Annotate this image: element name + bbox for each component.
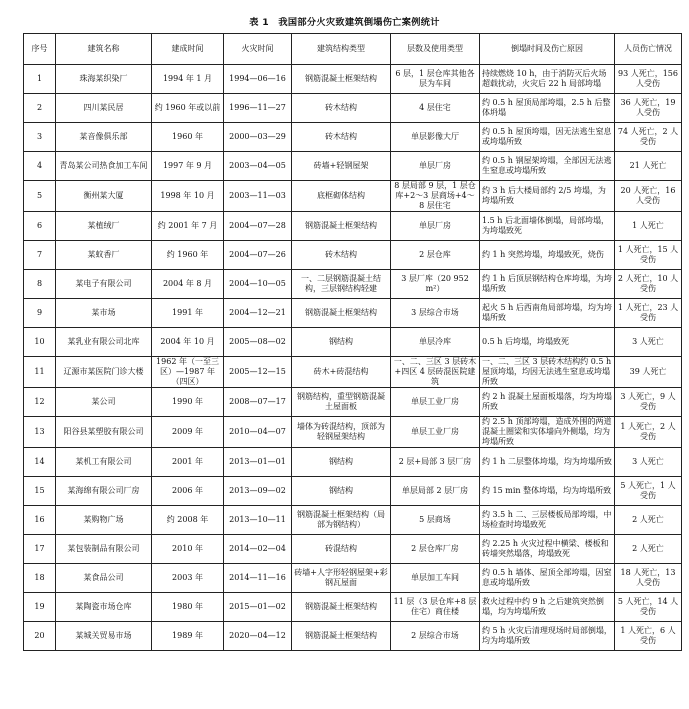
table-cell: 2010 年 bbox=[152, 535, 224, 564]
table-cell: 某食品公司 bbox=[56, 564, 152, 593]
table-cell: 砖木结构 bbox=[292, 123, 391, 152]
table-row bbox=[24, 328, 682, 357]
table-cell: 钢筋混凝土框架结构 bbox=[292, 593, 391, 622]
table-cell: 2 层综合市场 bbox=[391, 622, 480, 651]
table-cell: 墙体为砖混结构，顶部为轻钢屋架结构 bbox=[292, 417, 391, 448]
table-cell: 衡州某大厦 bbox=[56, 181, 152, 212]
table-cell: 4 bbox=[24, 152, 56, 181]
table-cell: 36 人死亡，19 人受伤 bbox=[615, 94, 682, 123]
table-cell: 1980 年 bbox=[152, 593, 224, 622]
table-cell: 39 人死亡 bbox=[615, 357, 682, 388]
column-header: 建成时间 bbox=[152, 34, 224, 65]
table-cell: 2003—11—03 bbox=[224, 181, 292, 212]
table-cell: 四川某民居 bbox=[56, 94, 152, 123]
table-cell: 2014—02—04 bbox=[224, 535, 292, 564]
table-cell: 2004—07—26 bbox=[224, 241, 292, 270]
table-cell: 单层冷库 bbox=[391, 328, 480, 357]
table-cell: 某城关贸易市场 bbox=[56, 622, 152, 651]
table-cell: 2 层仓库厂房 bbox=[391, 535, 480, 564]
table-cell: 救火过程中约 9 h 之后建筑突然倒塌，均为垮塌所致 bbox=[480, 593, 615, 622]
table-cell: 1990 年 bbox=[152, 388, 224, 417]
table-cell: 2000—03—29 bbox=[224, 123, 292, 152]
table-cell: 1 bbox=[24, 65, 56, 94]
table-cell: 9 bbox=[24, 299, 56, 328]
table-row bbox=[24, 212, 682, 241]
table-cell: 约 15 min 整体垮塌，均为垮塌所致 bbox=[480, 477, 615, 506]
table-cell: 约 1 h 突然垮塌，垮塌致死，烧伤 bbox=[480, 241, 615, 270]
table-cell: 1 人死亡，2 人受伤 bbox=[615, 417, 682, 448]
table-row bbox=[24, 152, 682, 181]
table-cell: 约 5 h 火灾后清理现场时局部倒塌，均为垮塌所致 bbox=[480, 622, 615, 651]
table-cell: 起火 5 h 后西南角局部垮塌，均为垮塌所致 bbox=[480, 299, 615, 328]
table-cell: 5 bbox=[24, 181, 56, 212]
table-cell: 1994 年 1 月 bbox=[152, 65, 224, 94]
table-cell: 2008—07—17 bbox=[224, 388, 292, 417]
table-cell: 单层厂房 bbox=[391, 152, 480, 181]
table-body bbox=[24, 65, 682, 651]
table-cell: 7 bbox=[24, 241, 56, 270]
table-cell: 砖墙+人字形轻钢屋架+彩钢瓦屋面 bbox=[292, 564, 391, 593]
table-cell: 2013—10—11 bbox=[224, 506, 292, 535]
table-cell: 约 0.5 h 墙体、屋顶全部垮塌，因窒息或垮塌所致 bbox=[480, 564, 615, 593]
table-cell: 1991 年 bbox=[152, 299, 224, 328]
table-cell: 1 人死亡，23 人受伤 bbox=[615, 299, 682, 328]
table-cell: 11 层（3 层仓库+8 层住宅）商住楼 bbox=[391, 593, 480, 622]
table-cell: 单层加工车间 bbox=[391, 564, 480, 593]
table-cell: 某市场 bbox=[56, 299, 152, 328]
table-cell: 2020—04—12 bbox=[224, 622, 292, 651]
table-cell: 2 人死亡 bbox=[615, 506, 682, 535]
table-cell: 11 bbox=[24, 357, 56, 388]
table-cell: 钢筋混凝土框架结构 bbox=[292, 299, 391, 328]
table-cell: 钢结构 bbox=[292, 477, 391, 506]
table-cell: 钢结构 bbox=[292, 328, 391, 357]
table-cell: 1 人死亡 bbox=[615, 212, 682, 241]
table-cell: 一、二、三区 3 层砖木+四区 4 层砖混医院建筑 bbox=[391, 357, 480, 388]
table-cell: 5 人死亡，1 人受伤 bbox=[615, 477, 682, 506]
table-row bbox=[24, 181, 682, 212]
table-cell: 4 层住宅 bbox=[391, 94, 480, 123]
table-cell: 12 bbox=[24, 388, 56, 417]
table-cell: 2004—07—28 bbox=[224, 212, 292, 241]
table-cell: 19 bbox=[24, 593, 56, 622]
table-cell: 2 bbox=[24, 94, 56, 123]
table-cell: 2 人死亡 bbox=[615, 535, 682, 564]
table-cell: 17 bbox=[24, 535, 56, 564]
table-row bbox=[24, 506, 682, 535]
column-header: 火灾时间 bbox=[224, 34, 292, 65]
table-cell: 钢筋混凝土框架结构（局部为钢结构） bbox=[292, 506, 391, 535]
table-cell: 2009 年 bbox=[152, 417, 224, 448]
table-cell: 约 1960 年或以前 bbox=[152, 94, 224, 123]
table-cell: 约 0.5 h 屋顶局部垮塌，2.5 h 后整体坍塌 bbox=[480, 94, 615, 123]
table-cell: 2 层仓库 bbox=[391, 241, 480, 270]
table-cell: 6 bbox=[24, 212, 56, 241]
table-cell: 约 1960 年 bbox=[152, 241, 224, 270]
table-cell: 约 0.5 h 钢屋架垮塌，全部因无法逃生窒息或垮塌所致 bbox=[480, 152, 615, 181]
column-header: 层数及使用类型 bbox=[391, 34, 480, 65]
table-cell: 1 人死亡，6 人受伤 bbox=[615, 622, 682, 651]
table-cell: 底框砌体结构 bbox=[292, 181, 391, 212]
table-cell: 2003 年 bbox=[152, 564, 224, 593]
table-row bbox=[24, 622, 682, 651]
table-cell: 5 层商场 bbox=[391, 506, 480, 535]
table-cell: 一、二层钢筋混凝土结构，三层钢结构轻建 bbox=[292, 270, 391, 299]
table-cell: 2003—04—05 bbox=[224, 152, 292, 181]
table-row bbox=[24, 299, 682, 328]
table-cell: 2 层+局部 3 层厂房 bbox=[391, 448, 480, 477]
table-cell: 某机工有限公司 bbox=[56, 448, 152, 477]
table-row bbox=[24, 388, 682, 417]
table-cell: 3 层综合市场 bbox=[391, 299, 480, 328]
casualty-table bbox=[23, 33, 682, 651]
table-cell: 一、二、三区 3 层砖木结构约 0.5 h 屋顶垮塌，均因无法逃生窒息或垮塌所致 bbox=[480, 357, 615, 388]
table-cell: 2004—10—05 bbox=[224, 270, 292, 299]
table-cell: 1962 年（一至三区）—1987 年（四区） bbox=[152, 357, 224, 388]
table-cell: 辽源市某医院门诊大楼 bbox=[56, 357, 152, 388]
table-cell: 0.5 h 后垮塌，垮塌致死 bbox=[480, 328, 615, 357]
table-cell: 2015—01—02 bbox=[224, 593, 292, 622]
table-header-row bbox=[24, 34, 682, 65]
table-cell: 持续燃烧 10 h，由于消防灭后火场超载扰动，火灾后 22 h 局部垮塌 bbox=[480, 65, 615, 94]
table-cell: 1989 年 bbox=[152, 622, 224, 651]
table-cell: 3 人死亡，9 人受伤 bbox=[615, 388, 682, 417]
table-cell: 2 人死亡，10 人受伤 bbox=[615, 270, 682, 299]
table-cell: 14 bbox=[24, 448, 56, 477]
table-cell: 2004—12—21 bbox=[224, 299, 292, 328]
table-cell: 3 bbox=[24, 123, 56, 152]
table-cell: 74 人死亡，2 人受伤 bbox=[615, 123, 682, 152]
table-row bbox=[24, 448, 682, 477]
table-cell: 2006 年 bbox=[152, 477, 224, 506]
table-cell: 2004 年 8 月 bbox=[152, 270, 224, 299]
table-cell: 砖木结构 bbox=[292, 241, 391, 270]
table-cell: 8 bbox=[24, 270, 56, 299]
table-cell: 1994—06—16 bbox=[224, 65, 292, 94]
table-cell: 钢筋混凝土框架结构 bbox=[292, 212, 391, 241]
table-cell: 1998 年 10 月 bbox=[152, 181, 224, 212]
table-cell: 砖墙+轻钢屋架 bbox=[292, 152, 391, 181]
table-cell: 约 1 h 后顶层钢结构仓库垮塌，为垮塌所致 bbox=[480, 270, 615, 299]
table-cell: 钢筋混凝土框架结构 bbox=[292, 65, 391, 94]
table-cell: 2013—01—01 bbox=[224, 448, 292, 477]
table-cell: 某电子有限公司 bbox=[56, 270, 152, 299]
table-cell: 18 bbox=[24, 564, 56, 593]
table-cell: 约 2.5 h 顶部垮塌，造成外围的两道混凝土圈梁和实体墙向外侧塌，均为垮塌所致 bbox=[480, 417, 615, 448]
table-cell: 某植绒厂 bbox=[56, 212, 152, 241]
table-cell: 约 1 h 二层整体垮塌，均为垮塌所致 bbox=[480, 448, 615, 477]
table-cell: 1960 年 bbox=[152, 123, 224, 152]
table-cell: 3 人死亡 bbox=[615, 328, 682, 357]
table-cell: 2014—11—16 bbox=[224, 564, 292, 593]
table-cell: 16 bbox=[24, 506, 56, 535]
table-cell: 单层工业厂房 bbox=[391, 417, 480, 448]
table-cell: 5 人死亡，14 人受伤 bbox=[615, 593, 682, 622]
table-row bbox=[24, 241, 682, 270]
table-cell: 某购物广场 bbox=[56, 506, 152, 535]
table-cell: 1.5 h 后北面墙体倒塌，局部垮塌，为垮塌致死 bbox=[480, 212, 615, 241]
table-cell: 单层厂房 bbox=[391, 212, 480, 241]
table-row bbox=[24, 417, 682, 448]
table-cell: 18 人死亡，13 人受伤 bbox=[615, 564, 682, 593]
table-row bbox=[24, 357, 682, 388]
table-cell: 1997 年 9 月 bbox=[152, 152, 224, 181]
table-cell: 93 人死亡，156 人受伤 bbox=[615, 65, 682, 94]
table-row bbox=[24, 270, 682, 299]
table-cell: 某蚊香厂 bbox=[56, 241, 152, 270]
table-cell: 某公司 bbox=[56, 388, 152, 417]
column-header: 人员伤亡情况 bbox=[615, 34, 682, 65]
table-cell: 单层局部 2 层厂房 bbox=[391, 477, 480, 506]
table-cell: 20 bbox=[24, 622, 56, 651]
table-cell: 单层工业厂房 bbox=[391, 388, 480, 417]
table-cell: 某海绵有限公司厂房 bbox=[56, 477, 152, 506]
table-cell: 15 bbox=[24, 477, 56, 506]
table-cell: 6 层，1 层仓库其他各层为车间 bbox=[391, 65, 480, 94]
column-header: 倒塌时间及伤亡原因 bbox=[480, 34, 615, 65]
table-cell: 约 0.5 h 屋顶垮塌，因无法逃生窒息或垮塌所致 bbox=[480, 123, 615, 152]
column-header: 序号 bbox=[24, 34, 56, 65]
table-cell: 砖混结构 bbox=[292, 535, 391, 564]
table-cell: 砖木+砖混结构 bbox=[292, 357, 391, 388]
table-cell: 8 层局部 9 层，1 层仓库+2～3 层商场+4～8 层住宅 bbox=[391, 181, 480, 212]
table-cell: 2010—04—07 bbox=[224, 417, 292, 448]
table-cell: 1996—11—27 bbox=[224, 94, 292, 123]
table-cell: 21 人死亡 bbox=[615, 152, 682, 181]
table-cell: 2004 年 10 月 bbox=[152, 328, 224, 357]
table-cell: 约 2001 年 7 月 bbox=[152, 212, 224, 241]
table-cell: 2013—09—02 bbox=[224, 477, 292, 506]
table-cell: 约 2008 年 bbox=[152, 506, 224, 535]
table-row bbox=[24, 123, 682, 152]
table-caption: 表 1 我国部分火灾致建筑倒塌伤亡案例统计 bbox=[249, 17, 440, 28]
table-cell: 某包装制品有限公司 bbox=[56, 535, 152, 564]
table-cell: 某陶瓷市场仓库 bbox=[56, 593, 152, 622]
table-cell: 钢结构 bbox=[292, 448, 391, 477]
table-cell: 珠海某织染厂 bbox=[56, 65, 152, 94]
table-cell: 约 3.5 h 二、三层楼板局部垮塌，中场检查时垮塌致死 bbox=[480, 506, 615, 535]
table-row bbox=[24, 94, 682, 123]
table-cell: 砖木结构 bbox=[292, 94, 391, 123]
table-cell: 某乳业有限公司北库 bbox=[56, 328, 152, 357]
table-cell: 约 2 h 混凝土屋面板塌落，均为垮塌所致 bbox=[480, 388, 615, 417]
table-cell: 单层影像大厅 bbox=[391, 123, 480, 152]
table-cell: 13 bbox=[24, 417, 56, 448]
table-row bbox=[24, 477, 682, 506]
table-cell: 2001 年 bbox=[152, 448, 224, 477]
table-cell: 20 人死亡，16 人受伤 bbox=[615, 181, 682, 212]
table-cell: 钢筋混凝土框架结构 bbox=[292, 622, 391, 651]
table-cell: 1 人死亡，15 人受伤 bbox=[615, 241, 682, 270]
table-row bbox=[24, 65, 682, 94]
table-cell: 阳谷县某塑胶有限公司 bbox=[56, 417, 152, 448]
table-cell: 某音像俱乐部 bbox=[56, 123, 152, 152]
column-header: 建筑结构类型 bbox=[292, 34, 391, 65]
table-row bbox=[24, 564, 682, 593]
column-header: 建筑名称 bbox=[56, 34, 152, 65]
table-cell: 10 bbox=[24, 328, 56, 357]
table-cell: 3 层厂库（20 952 m²） bbox=[391, 270, 480, 299]
table-cell: 2005—08—02 bbox=[224, 328, 292, 357]
table-cell: 青岛某公司热食加工车间 bbox=[56, 152, 152, 181]
table-row bbox=[24, 535, 682, 564]
table-row bbox=[24, 593, 682, 622]
table-cell: 3 人死亡 bbox=[615, 448, 682, 477]
table-cell: 约 3 h 后大楼局部约 2/5 垮塌，为垮塌所致 bbox=[480, 181, 615, 212]
table-cell: 钢筋结构，重型钢筋混凝土屋面板 bbox=[292, 388, 391, 417]
table-cell: 约 2.25 h 火灾过程中横梁、楼板和砖墙突然塌落，垮塌致死 bbox=[480, 535, 615, 564]
table-cell: 2005—12—15 bbox=[224, 357, 292, 388]
